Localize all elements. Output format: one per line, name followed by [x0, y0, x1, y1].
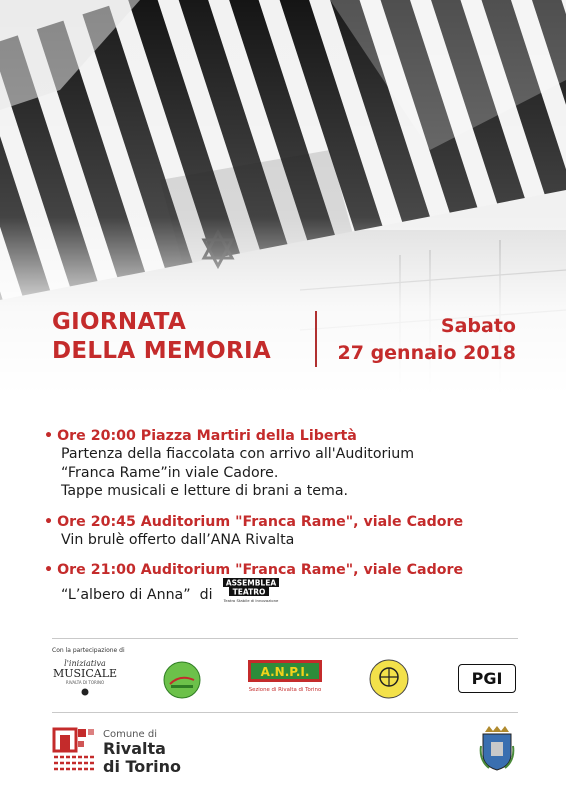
svg-text:Sezione di Rivalta di Torino: Sezione di Rivalta di Torino [248, 687, 322, 693]
assemblea-teatro-logo [219, 577, 285, 609]
comune-label: Comune di [103, 729, 157, 740]
iniziativa-musicale-logo [50, 657, 120, 697]
divider-partners [52, 638, 518, 639]
event-date [338, 313, 516, 367]
comune-name [103, 740, 181, 776]
schedule-line: Partenza della fiaccolata con arrivo all'Auditorium [61, 446, 415, 462]
schedule-item [44, 427, 544, 501]
event-title [52, 308, 271, 366]
bullet: • [44, 513, 54, 530]
bullet: • [44, 562, 54, 578]
comune-name-line-1: Rivalta [103, 739, 166, 758]
bullet: • [44, 428, 54, 444]
svg-text:l'iniziativa: l'iniziativa [64, 659, 106, 668]
svg-text:TEATRO: TEATRO [232, 587, 265, 597]
comune-name-line-2: di Torino [103, 757, 182, 776]
title-line-2: DELLA MEMORIA [52, 338, 271, 364]
schedule-line: “Franca Rame”in viale Cadore. [61, 464, 279, 481]
yellow-circle-logo [368, 658, 410, 700]
schedule-item [44, 561, 544, 611]
partners-caption: Con la partecipazione di [52, 647, 125, 654]
schedule-line: “L’albero di Anna” di [61, 586, 213, 603]
schedule-item [44, 513, 544, 550]
date-day: Sabato [440, 315, 516, 337]
pgi-logo: PGI [458, 664, 516, 693]
schedule-line: Tappe musicali e letture di brani a tema. [61, 483, 349, 499]
anpi-logo [248, 660, 322, 694]
comune-logo-icon [52, 727, 96, 771]
svg-text:ASSEMBLEA: ASSEMBLEA [225, 578, 276, 588]
schedule-heading: Ore 20:45 Auditorium "Franca Rame", viale Cadore [57, 513, 464, 530]
schedule-heading: Ore 21:00 Auditorium "Franca Rame", viale Cadore [57, 562, 464, 578]
svg-text:RIVALTA DI TORINO: RIVALTA DI TORINO [65, 680, 105, 685]
divider-comune [52, 712, 518, 713]
title-line-1: GIORNATA [52, 309, 187, 335]
event-schedule [44, 427, 544, 623]
green-circle-logo [162, 660, 202, 700]
svg-text:Teatro Stabile di Innovazione: Teatro Stabile di Innovazione [223, 598, 278, 603]
coat-of-arms-icon [479, 726, 515, 772]
svg-text:A.N.P.I.: A.N.P.I. [260, 665, 310, 679]
date-full: 27 gennaio 2018 [337, 342, 516, 364]
schedule-line: Vin brulè offerto dall’ANA Rivalta [61, 531, 295, 548]
svg-text:MUSICALE: MUSICALE [52, 667, 118, 680]
title-divider [315, 311, 317, 367]
schedule-heading: Ore 20:00 Piazza Martiri della Libertà [57, 428, 357, 444]
